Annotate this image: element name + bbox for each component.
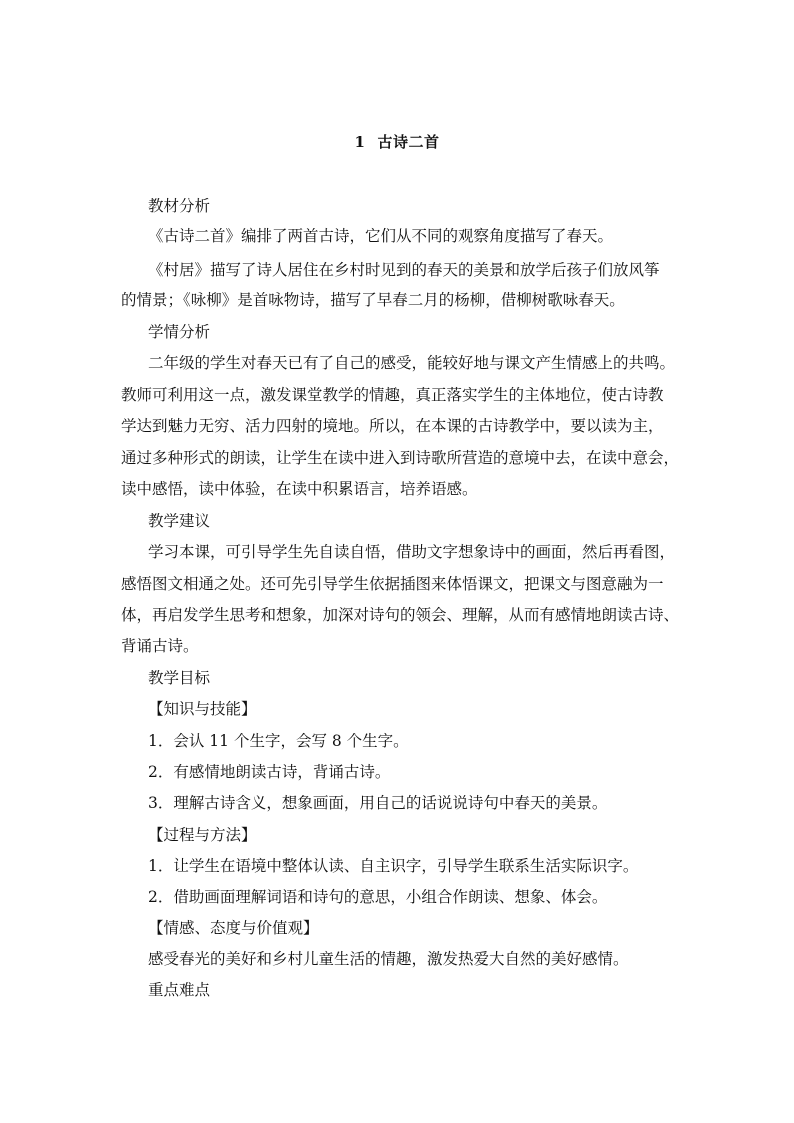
subheading-process: 【过程与方法】 [148,826,257,844]
analysis-paragraph-2-line-1: 《村居》描写了诗人居住在乡村时见到的春天的美景和放学后孩子们放风筝 [148,261,660,279]
page-title [0,131,794,152]
suggestions-line-2: 感悟图文相通之处。还可先引导学生依据插图来体悟课文，把课文与图意融为一 [121,575,664,593]
section-heading-suggestions: 教学建议 [148,512,211,530]
process-item-1: 1．让学生在语境中整体认读、自主识字，引导学生联系生活实际识字。 [148,857,639,875]
section-heading-difficulty: 重点难点 [148,981,211,999]
analysis-paragraph-2-line-2: 的情景；《咏柳》是首咏物诗，描写了早春二月的杨柳，借柳树歌咏春天。 [121,291,625,309]
subheading-knowledge: 【知识与技能】 [148,700,257,718]
students-line-1: 二年级的学生对春天已有了自己的感受，能较好地与课文产生情感上的共鸣。 [148,354,676,372]
students-line-3: 学达到魅力无穷、活力四射的境地。所以，在本课的古诗教学中，要以读为主， [121,417,664,435]
lesson-title: 古诗二首 [377,133,440,151]
section-heading-students: 学情分析 [148,323,211,341]
knowledge-item-3: 3．理解古诗含义，想象画面，用自己的话说说诗句中春天的美景。 [148,794,608,812]
process-item-2: 2．借助画面理解词语和诗句的意思，小组合作朗读、想象、体会。 [148,888,608,906]
students-line-2: 教师可利用这一点，激发课堂教学的情趣，真正落实学生的主体地位，使古诗教 [121,386,664,404]
emotion-item-1: 感受春光的美好和乡村儿童生活的情趣，激发热爱大自然的美好感情。 [148,950,629,968]
suggestions-line-1: 学习本课，可引导学生先自读自悟，借助文字想象诗中的画面，然后再看图， [148,543,676,561]
suggestions-line-4: 背诵古诗。 [121,637,199,655]
section-heading-analysis: 教材分析 [148,197,211,215]
knowledge-item-2: 2．有感情地朗读古诗，背诵古诗。 [148,763,391,781]
students-line-4: 通过多种形式的朗读，让学生在读中进入到诗歌所营造的意境中去，在读中意会， [121,449,680,467]
students-line-5: 读中感悟，读中体验，在读中积累语言，培养语感。 [121,480,478,498]
knowledge-item-1: 1．会认 11 个生字，会写 8 个生字。 [148,732,409,750]
suggestions-line-3: 体，再启发学生思考和想象，加深对诗句的领会、理解，从而有感情地朗读古诗、 [121,606,680,624]
section-heading-goals: 教学目标 [148,669,211,687]
lesson-number: 1 [354,133,366,151]
analysis-paragraph-1: 《古诗二首》编排了两首古诗，它们从不同的观察角度描写了春天。 [148,227,614,245]
subheading-emotion: 【情感、态度与价值观】 [148,919,319,937]
